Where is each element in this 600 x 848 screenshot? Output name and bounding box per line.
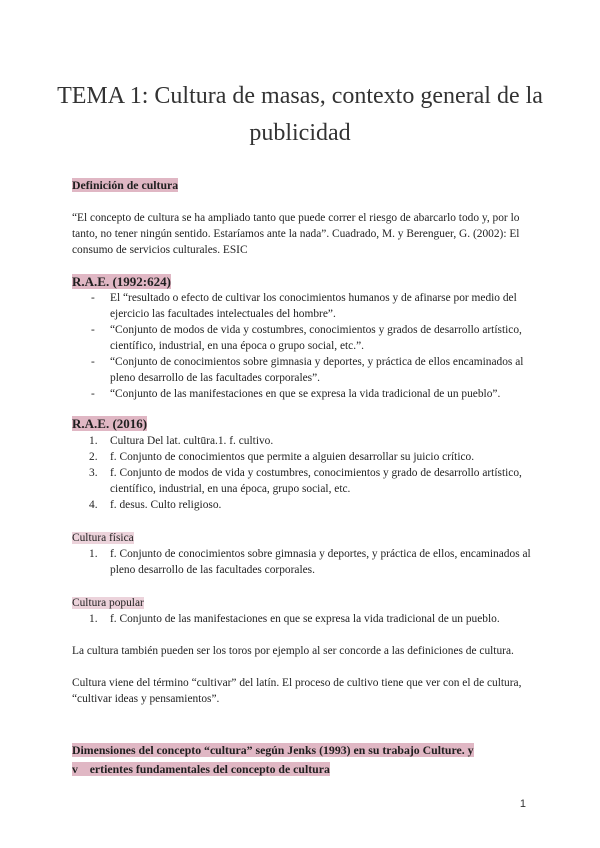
paragraph-cultivar: Cultura viene del término “cultivar” del latín. El proceso de cultivo tiene que ver con el de cultura, “cultivar ideas y pensamientos”.: [72, 677, 522, 705]
popular-list-wrap: [72, 611, 532, 627]
definicion-quote: “El concepto de cultura se ha ampliado tanto que puede correr el riesgo de abarcarlo todo y, por lo tanto, no tener ningún sentido. Estaríamos ante la nada”. Cuadrado, M. y Berenguer, G. (2002): El consumo de servicios culturales. ESIC: [72, 212, 520, 256]
list-number: 3.: [89, 467, 98, 479]
dash-bullet: -: [91, 388, 95, 400]
section-definicion: [72, 177, 532, 194]
list-number: 1.: [89, 548, 98, 560]
section-heading-rae-2016: R.A.E. (2016): [72, 416, 148, 431]
list-item: 1. f. Conjunto de las manifestaciones en que se expresa la vida tradicional de un pueblo.: [89, 613, 500, 625]
dash-bullet: -: [91, 356, 95, 368]
section-rae-2016: [72, 416, 532, 433]
list-number: 2.: [89, 451, 98, 463]
list-item: 4. f. desus. Culto religioso.: [89, 499, 222, 511]
rae-1992-list: [72, 290, 532, 402]
paragraph-toros: La cultura también pueden ser los toros por ejemplo al ser concorde a las definiciones de cultura.: [72, 645, 514, 657]
section-cultura-fisica: [72, 530, 532, 546]
section-heading-cultura-popular: Cultura popular: [72, 597, 144, 609]
section-dimensiones: [72, 741, 532, 779]
rae-2016-list-wrap: [72, 433, 532, 513]
page-title: TEMA 1: Cultura de masas, contexto general de la publicidad: [57, 83, 543, 146]
list-item: 2. f. Conjunto de conocimientos que permite a alguien desarrollar su juicio crítico.: [89, 451, 475, 463]
section-rae-1992: [72, 274, 532, 291]
list-item: 1. f. Conjunto de conocimientos sobre gimnasia y deportes, y práctica de ellos, encaminados al pleno desarrollo de las facultades corporales.: [89, 548, 531, 576]
section-heading-definicion: Definición de cultura: [72, 178, 179, 192]
rae-2016-list: [72, 433, 532, 513]
fisica-list-wrap: [72, 546, 532, 578]
dimensiones-heading-line2: v ertientes fundamentales del concepto de cultura: [72, 762, 330, 776]
list-number: 1.: [89, 613, 98, 625]
popular-list: [72, 611, 532, 627]
list-item: 3. f. Conjunto de modos de vida y costumbres, conocimientos y grado de desarrollo artístico, científico, industrial, en una época, grupo social, etc.: [89, 467, 522, 495]
list-item: - “Conjunto de las manifestaciones en que se expresa la vida tradicional de un pueblo”.: [91, 388, 501, 400]
page-number: 1: [519, 798, 526, 810]
rae-1992-list-wrap: [72, 290, 532, 402]
section-heading-cultura-fisica: Cultura física: [72, 532, 134, 544]
list-item: - El “resultado o efecto de cultivar los conocimientos humanos y de afinarse por medio del ejercicio las facultades intelectuales del hombre”.: [91, 292, 517, 320]
section-heading-rae-1992: R.A.E. (1992:624): [72, 274, 171, 289]
list-number: 1.: [89, 435, 98, 447]
list-number: 4.: [89, 499, 98, 511]
list-item: - “Conjunto de conocimientos sobre gimnasia y deportes, y práctica de ellos encaminados al pleno desarrollo de las facultades corporales”.: [91, 356, 524, 384]
dash-bullet: -: [91, 324, 95, 336]
section-cultura-popular: [72, 595, 532, 611]
fisica-list: [72, 546, 532, 578]
list-item: 1. Cultura Del lat. cultūra.1. f. cultivo.: [89, 435, 274, 447]
dash-bullet: -: [91, 292, 95, 304]
dimensiones-heading-line1: Dimensiones del concepto “cultura” según Jenks (1993) en su trabajo Culture. y: [72, 743, 474, 757]
list-item: - “Conjunto de modos de vida y costumbres, conocimientos y grados de desarrollo artístico, científico, industrial, en una época o grupo social, etc.”.: [91, 324, 522, 352]
